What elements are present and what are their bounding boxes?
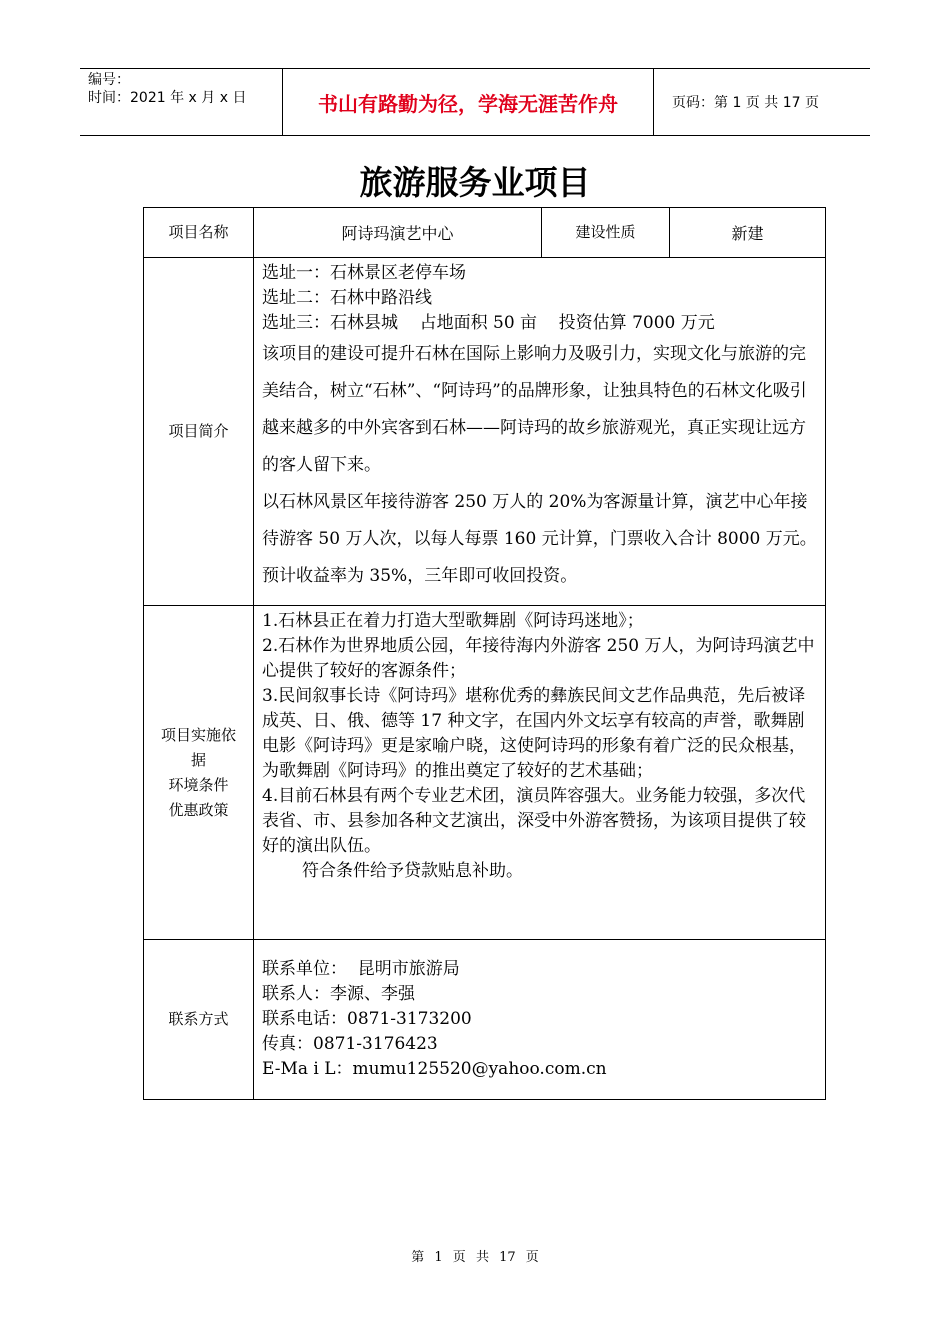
nature-value: 新建 — [670, 208, 826, 258]
project-name-row — [144, 208, 826, 258]
basis-label-line: 优惠政策 — [168, 800, 229, 819]
footer-word: 共 — [475, 1250, 489, 1265]
basis-label-line: 据 — [190, 750, 206, 769]
basis-row — [144, 606, 826, 940]
intro-label: 项目简介 — [144, 258, 254, 606]
nature-label: 建设性质 — [542, 208, 670, 258]
contact-content — [254, 940, 826, 1100]
site-two: 选址二：石林中路沿线 — [262, 288, 432, 308]
page-footer — [0, 1246, 950, 1265]
time-label: 时间：2021 年 x 月 x 日 — [88, 90, 247, 106]
site-three: 选址三：石林县城 占地面积 50 亩 投资估算 7000 万元 — [262, 313, 715, 333]
contact-phone: 联系电话：0871-3173200 — [262, 1009, 472, 1029]
contact-fax: 传真：0871-3176423 — [262, 1034, 438, 1054]
basis-item-4: 4.目前石林县有两个专业艺术团，演员阵容强大。业务能力较强，多次代表省、市、县参加各种文艺演出，深受中外游客赞扬，为该项目提供了较好的演出队伍。 — [262, 786, 806, 856]
intro-paragraph-1: 该项目的建设可提升石林在国际上影响力及吸引力，实现文化与旅游的完美结合，树立“石林”、“阿诗玛”的品牌形象，让独具特色的石林文化吸引越来越多的中外宾客到石林——阿诗玛的故乡旅游观光，真正实现让远方的客人留下来。 — [262, 344, 807, 475]
name-label: 项目名称 — [144, 208, 254, 258]
contact-row — [144, 940, 826, 1100]
header-meta — [80, 69, 282, 135]
basis-item-3: 3.民间叙事长诗《阿诗玛》堪称优秀的彝族民间文艺作品典范，先后被译成英、日、俄、德等 17 种文字，在国内外文坛享有较高的声誉，歌舞剧电影《阿诗玛》更是家喻户晓，这使阿诗玛的形象有着广泛的民众根基，为歌舞剧《阿诗玛》的推出奠定了较好的艺术基础； — [262, 686, 806, 781]
footer-page-number: 1 — [434, 1250, 443, 1265]
footer-word: 页 — [452, 1250, 466, 1265]
site-one: 选址一：石林景区老停车场 — [262, 263, 466, 283]
motto: 书山有路勤为径，学海无涯苦作舟 — [282, 69, 654, 135]
basis-content — [254, 606, 826, 940]
name-value: 阿诗玛演艺中心 — [254, 208, 542, 258]
footer-total-pages: 17 — [499, 1250, 516, 1265]
number-label: 编号： — [88, 72, 130, 88]
contact-label: 联系方式 — [144, 940, 254, 1100]
page-label: 页码：第 1 页 共 17 页 — [672, 95, 819, 111]
intro-row — [144, 258, 826, 606]
intro-paragraph-2: 以石林风景区年接待游客 250 万人的 20%为客源量计算，演艺中心年接待游客 50 万人次，以每人每票 160 元计算，门票收入合计 8000 万元。预计收益率为 35%，三年即可收回投资。 — [262, 492, 817, 586]
footer-word: 页 — [525, 1250, 539, 1265]
intro-content — [254, 258, 826, 606]
contact-unit: 联系单位： 昆明市旅游局 — [262, 959, 460, 979]
basis-label-line: 项目实施依 — [160, 725, 236, 744]
basis-label-line: 环境条件 — [168, 775, 229, 794]
page-header — [80, 68, 870, 136]
contact-email: E-Ma i L：mumu125520@yahoo.com.cn — [262, 1059, 607, 1079]
basis-label — [144, 606, 254, 940]
basis-item-2: 2.石林作为世界地质公园，年接待海内外游客 250 万人，为阿诗玛演艺中心提供了较好的客源条件； — [262, 636, 815, 681]
policy-text: 符合条件给予贷款贴息补助。 — [302, 861, 523, 881]
basis-item-1: 1.石林县正在着力打造大型歌舞剧《阿诗玛迷地》； — [262, 611, 644, 631]
page-title: 旅游服务业项目 — [359, 163, 591, 202]
project-table — [143, 207, 826, 1100]
footer-word: 第 — [411, 1250, 425, 1265]
contact-person: 联系人：李源、李强 — [262, 984, 415, 1004]
